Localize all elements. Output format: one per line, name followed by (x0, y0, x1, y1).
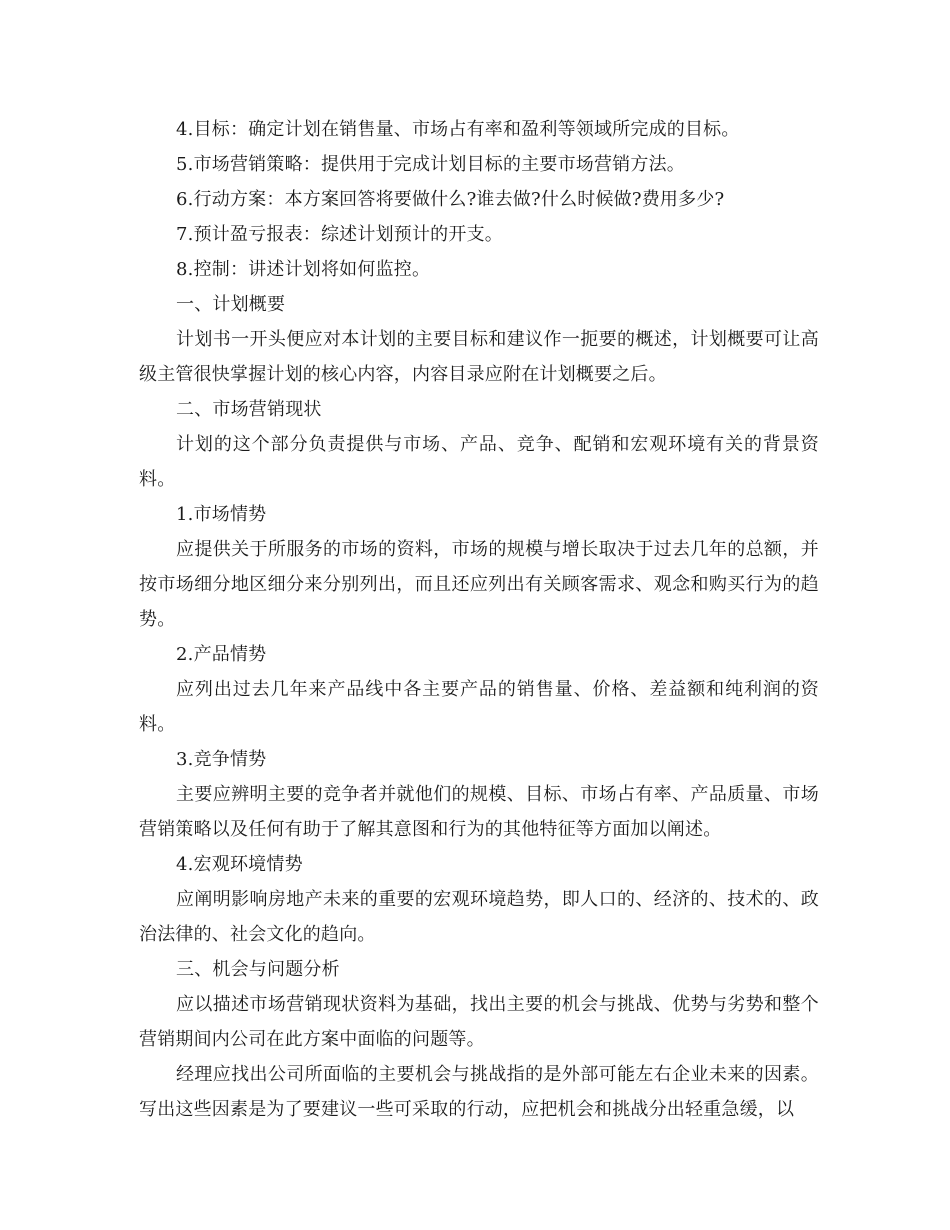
paragraph-marketing-status: 计划的这个部分负责提供与市场、产品、竞争、配销和宏观环境有关的背景资料。 (139, 434, 819, 490)
paragraph-opportunity-analysis: 应以描述市场营销现状资料为基础，找出主要的机会与挑战、优势与劣势和整个营销期间内公司在此方案中面临的问题等。 (139, 994, 819, 1050)
heading-macro-environment: 4.宏观环境情势 (176, 854, 303, 875)
paragraph-goal: 4.目标：确定计划在销售量、市场占有率和盈利等领域所完成的目标。 (176, 119, 740, 140)
heading-market-situation: 1.市场情势 (176, 504, 267, 525)
heading-marketing-status: 二、市场营销现状 (176, 399, 322, 420)
heading-product-situation: 2.产品情势 (176, 644, 267, 665)
heading-opportunity-analysis: 三、机会与问题分析 (176, 959, 340, 980)
paragraph-control: 8.控制：讲述计划将如何监控。 (176, 259, 431, 280)
paragraph-competition-situation: 主要应辨明主要的竞争者并就他们的规模、目标、市场占有率、产品质量、市场营销策略以及任何有助于了解其意图和行为的其他特征等方面加以阐述。 (139, 784, 819, 840)
document-body (139, 112, 819, 1127)
paragraph-macro-environment: 应阐明影响房地产未来的重要的宏观环境趋势，即人口的、经济的、技术的、政治法律的、社会文化的趋向。 (139, 889, 819, 945)
paragraph-action-plan: 6.行动方案：本方案回答将要做什么?谁去做?什么时候做?费用多少? (176, 189, 725, 210)
heading-competition-situation: 3.竞争情势 (176, 749, 267, 770)
paragraph-product-situation: 应列出过去几年来产品线中各主要产品的销售量、价格、差益额和纯利润的资料。 (139, 679, 819, 735)
paragraph-market-situation: 应提供关于所服务的市场的资料，市场的规模与增长取决于过去几年的总额，并按市场细分地区细分来分别列出，而且还应列出有关顾客需求、观念和购买行为的趋势。 (139, 539, 819, 630)
heading-plan-summary: 一、计划概要 (176, 294, 286, 315)
paragraph-profit-loss: 7.预计盈亏报表：综述计划预计的开支。 (176, 224, 503, 245)
paragraph-manager-opportunities: 经理应找出公司所面临的主要机会与挑战指的是外部可能左右企业未来的因素。写出这些因素是为了要建议一些可采取的行动，应把机会和挑战分出轻重急缓，以 (139, 1064, 819, 1120)
paragraph-marketing-strategy: 5.市场营销策略：提供用于完成计划目标的主要市场营销方法。 (176, 154, 685, 175)
paragraph-plan-summary: 计划书一开头便应对本计划的主要目标和建议作一扼要的概述，计划概要可让高级主管很快掌握计划的核心内容，内容目录应附在计划概要之后。 (139, 329, 819, 385)
